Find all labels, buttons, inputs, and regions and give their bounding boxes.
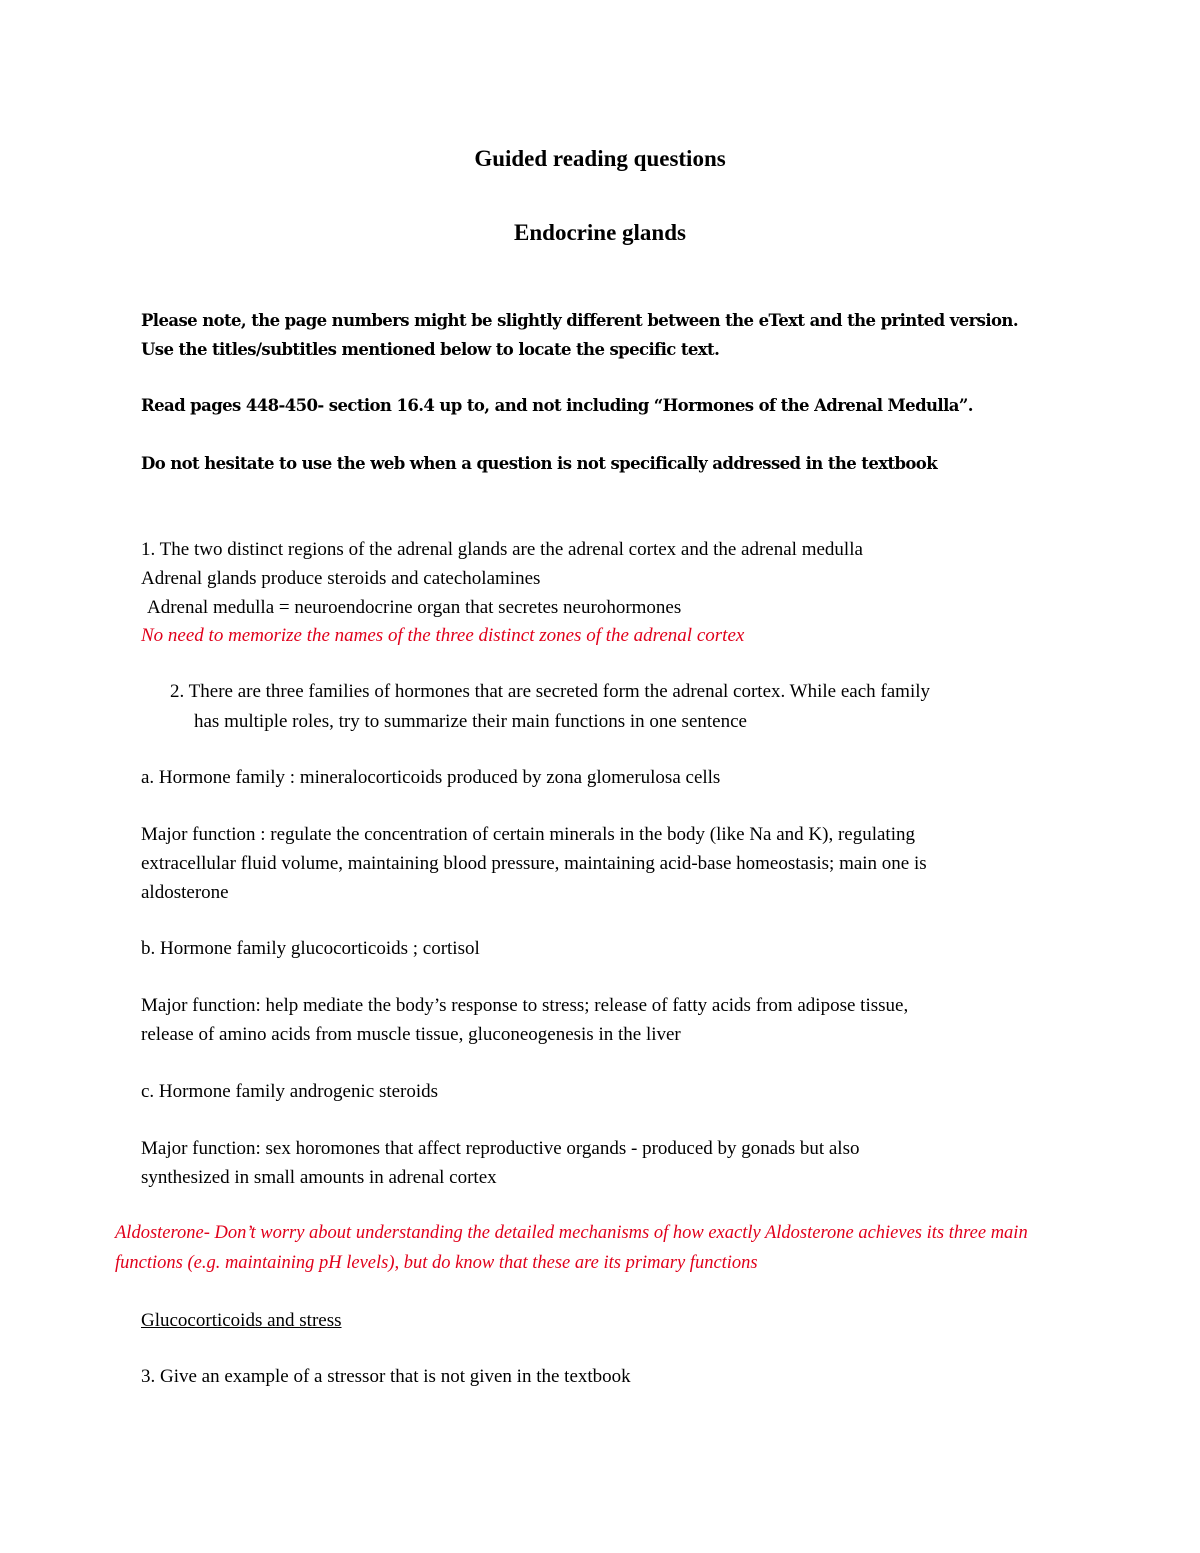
q1-red-note: No need to memorize the names of the three distinct zones of the adrenal cortex	[141, 625, 745, 646]
note-line-1: Please note, the page numbers might be slightly different between the eText and the printed version.	[141, 311, 1018, 330]
web-hint: Do not hesitate to use the web when a question is not specifically addressed in the textbook	[141, 454, 938, 473]
q1-line-2: Adrenal glands produce steroids and catecholamines	[141, 568, 541, 589]
q2-line-2: has multiple roles, try to summarize their main functions in one sentence	[194, 711, 747, 732]
aldosterone-note-line-1: Aldosterone- Don’t worry about understanding the detailed mechanisms of how exactly Aldosterone achieves its three main	[115, 1223, 1028, 1243]
q1-line-1: 1. The two distinct regions of the adrenal glands are the adrenal cortex and the adrenal medulla	[141, 539, 863, 560]
family-a-function-3: aldosterone	[141, 882, 229, 903]
family-a-function-1: Major function : regulate the concentration of certain minerals in the body (like Na and K), regulating	[141, 824, 915, 845]
q1-line-3: Adrenal medulla = neuroendocrine organ that secretes neurohormones	[147, 597, 682, 618]
family-b-function-1: Major function: help mediate the body’s response to stress; release of fatty acids from adipose tissue,	[141, 995, 909, 1016]
family-a-name: a. Hormone family : mineralocorticoids produced by zona glomerulosa cells	[141, 767, 721, 788]
q2-line-1: 2. There are three families of hormones that are secreted form the adrenal cortex. While each family	[170, 681, 930, 702]
family-b-name: b. Hormone family glucocorticoids ; cortisol	[141, 938, 480, 959]
page-subtitle: Endocrine glands	[514, 220, 686, 245]
section-heading: Glucocorticoids and stress	[141, 1310, 342, 1331]
page-title: Guided reading questions	[474, 146, 726, 171]
family-a-function-2: extracellular fluid volume, maintaining blood pressure, maintaining acid-base homeostasis; main one is	[141, 853, 927, 874]
family-b-function-2: release of amino acids from muscle tissue, gluconeogenesis in the liver	[141, 1024, 681, 1045]
family-c-function-2: synthesized in small amounts in adrenal cortex	[141, 1167, 497, 1188]
family-c-function-1: Major function: sex horomones that affect reproductive organds - produced by gonads but also	[141, 1138, 860, 1159]
q3-line-1: 3. Give an example of a stressor that is not given in the textbook	[141, 1366, 631, 1387]
read-pages-instruction: Read pages 448-450- section 16.4 up to, and not including “Hormones of the Adrenal Medulla”.	[141, 396, 973, 415]
family-c-name: c. Hormone family androgenic steroids	[141, 1081, 439, 1102]
aldosterone-note-line-2: functions (e.g. maintaining pH levels), but do know that these are its primary functions	[115, 1253, 758, 1273]
note-line-2: Use the titles/subtitles mentioned below to locate the specific text.	[141, 340, 720, 359]
